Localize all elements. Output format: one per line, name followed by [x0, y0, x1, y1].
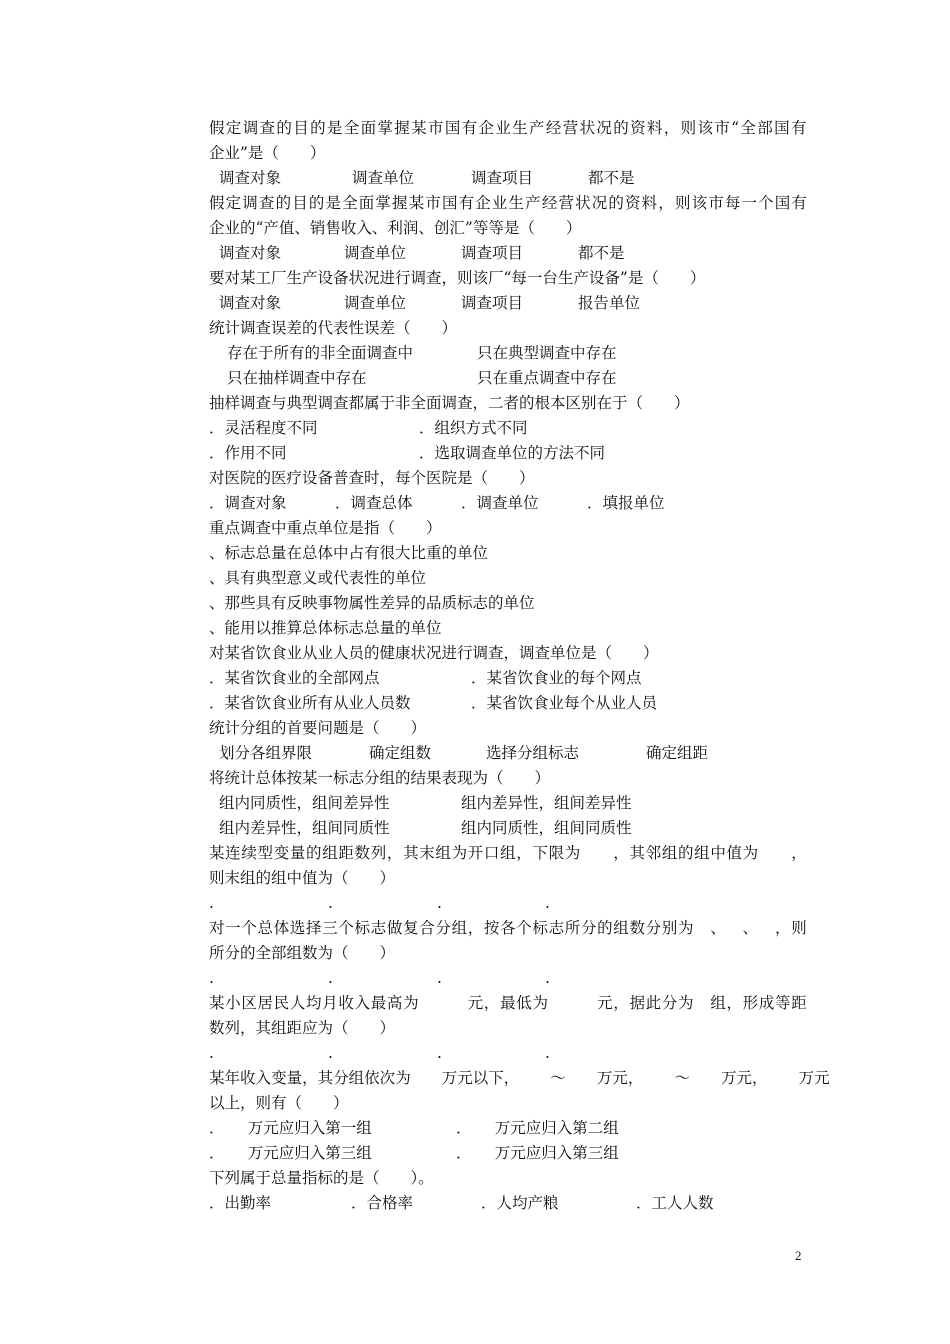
option-item: .	[437, 1044, 442, 1062]
text-line: 以上，则有（ ）	[209, 1094, 349, 1112]
text-line: 、具有典型意义或代表性的单位	[209, 569, 427, 587]
option-item: .	[328, 969, 333, 987]
option-item: .	[545, 1044, 550, 1062]
option-item: .	[209, 969, 214, 987]
option-item: ． 万元应归入第二组	[456, 1119, 619, 1137]
text-line: 统计分组的首要问题是（ ）	[209, 719, 427, 737]
option-item: 报告单位	[578, 294, 641, 312]
option-item: ． 万元应归入第一组	[209, 1119, 372, 1137]
option-item: .	[209, 1044, 214, 1062]
text-line: 对某省饮食业从业人员的健康状况进行调查，调查单位是（ ）	[209, 644, 659, 662]
option-row	[209, 491, 807, 516]
option-item: ．人均产粮	[481, 1194, 559, 1212]
option-item: ．某省饮食业的全部网点	[209, 669, 380, 687]
option-item: 调查项目	[461, 244, 524, 262]
text-line: 对 一 个 总 体 选 择 三 个 标 志 做 复 合 分 组 ， 按 各 个 标 志 所 分 的 组 数 分 别 为 、 、 ， 则	[209, 919, 807, 937]
option-item: ．某省饮食业的每个网点	[471, 669, 642, 687]
option-item: 只在抽样调查中存在	[227, 369, 367, 387]
option-item: ．调查总体	[335, 494, 413, 512]
option-item: 组内差异性，组间同质性	[219, 819, 390, 837]
option-row	[209, 741, 807, 766]
option-item: 存在于所有的非全面调查中	[227, 344, 414, 362]
option-item: ．调查对象	[209, 494, 287, 512]
text-line: 企业”是（ ）	[209, 144, 326, 162]
option-row	[209, 366, 807, 391]
option-row	[209, 791, 807, 816]
option-item: 调查对象	[219, 294, 282, 312]
option-item: 调查单位	[352, 169, 415, 187]
option-item: 调查对象	[219, 169, 282, 187]
option-item: .	[209, 894, 214, 912]
option-item: .	[437, 894, 442, 912]
option-row	[209, 966, 807, 991]
option-item: ．填报单位	[587, 494, 665, 512]
option-item: 只在典型调查中存在	[477, 344, 617, 362]
text-line: 、标志总量在总体中占有很大比重的单位	[209, 544, 489, 562]
text-line: 下列属于总量指标的是（ ）。	[209, 1169, 434, 1187]
option-item: ．作用不同	[209, 444, 287, 462]
option-item: 都不是	[588, 169, 635, 187]
option-item: 都不是	[578, 244, 625, 262]
option-row	[209, 891, 807, 916]
text-line: 某 连 续 型 变 量 的 组 距 数 列 ， 其 末 组 为 开 口 组 ， 下 限 为 ， 其 邻 组 的 组 中 值 为 ，	[209, 844, 807, 862]
document-body	[209, 116, 830, 1216]
option-row	[209, 1141, 807, 1166]
option-row	[209, 666, 807, 691]
text-line: 某 小 区 居 民 人 均 月 收 入 最 高 为 元 ， 最 低 为 元 ， 据 此 分 为 组 ， 形 成 等 距	[209, 994, 807, 1012]
option-item: ．选取调查单位的方法不同	[419, 444, 606, 462]
text-line: 假 定 调 查 的 目 的 是 全 面 掌 握 某 市 国 有 企 业 生 产 经 营 状 况 的 资 料 ， 则 该 市 “ 全 部 国 有	[209, 119, 807, 137]
option-item: ．组织方式不同	[419, 419, 528, 437]
option-item: ． 万元应归入第三组	[209, 1144, 372, 1162]
option-item: ．某省饮食业每个从业人员	[471, 694, 658, 712]
option-item: ．灵活程度不同	[209, 419, 318, 437]
option-row	[209, 816, 807, 841]
text-line: 则末组的组中值为（ ）	[209, 869, 396, 887]
option-item: ． 万元应归入第三组	[456, 1144, 619, 1162]
text-line: 将统计总体按某一标志分组的结果表现为（ ）	[209, 769, 551, 787]
text-line: 统计调查误差的代表性误差（ ）	[209, 319, 458, 337]
option-item: 组内差异性，组间差异性	[461, 794, 632, 812]
option-row	[209, 241, 807, 266]
option-item: 组内同质性，组间同质性	[461, 819, 632, 837]
text-line: 假 定 调 查 的 目 的 是 全 面 掌 握 某 市 国 有 企 业 生 产 经 营 状 况 的 资 料 ， 则 该 市 每 一 个 国 有	[209, 194, 807, 212]
option-item: 调查对象	[219, 244, 282, 262]
option-row	[209, 1041, 807, 1066]
option-item: 确定组距	[646, 744, 709, 762]
option-item: 调查项目	[461, 294, 524, 312]
option-row	[209, 416, 807, 441]
option-item: 调查项目	[471, 169, 534, 187]
option-item: 组内同质性，组间差异性	[219, 794, 390, 812]
option-item: .	[328, 894, 333, 912]
option-item: 确定组数	[369, 744, 432, 762]
text-line: 某 年 收 入 变 量 ， 其 分 组 依 次 为 万 元 以 下 ， ～ 万 元 ， ～ 万 元 ， 万 元	[209, 1069, 830, 1087]
option-item: 只在重点调查中存在	[477, 369, 617, 387]
text-line: 重点调查中重点单位是指（ ）	[209, 519, 442, 537]
option-item: .	[545, 894, 550, 912]
option-item: .	[437, 969, 442, 987]
text-line: 、那些具有反映事物属性差异的品质标志的单位	[209, 594, 535, 612]
option-row	[209, 441, 807, 466]
option-item: 划分各组界限	[219, 744, 313, 762]
option-row	[209, 291, 807, 316]
option-item: 调查单位	[344, 294, 407, 312]
text-line: 所分的全部组数为（ ）	[209, 944, 396, 962]
text-line: 要对某工厂生产设备状况进行调查，则该厂“每一台生产设备”是（ ）	[209, 269, 706, 287]
option-item: ．某省饮食业所有从业人员数	[209, 694, 411, 712]
page-number: 2	[795, 1248, 802, 1263]
text-line: 、能用以推算总体标志总量的单位	[209, 619, 442, 637]
option-item: ．工人人数	[636, 1194, 714, 1212]
option-row	[209, 691, 807, 716]
option-item: ．出勤率	[209, 1194, 272, 1212]
option-row	[209, 1116, 807, 1141]
option-item: ．调查单位	[461, 494, 539, 512]
option-item: 选择分组标志	[486, 744, 580, 762]
option-item: ．合格率	[351, 1194, 414, 1212]
option-row	[209, 1191, 807, 1216]
text-line: 数列，其组距应为（ ）	[209, 1019, 396, 1037]
text-line: 企业的“产值、销售收入、利润、创汇”等等是（ ）	[209, 219, 582, 237]
option-item: .	[545, 969, 550, 987]
text-line: 对医院的医疗设备普查时，每个医院是（ ）	[209, 469, 535, 487]
option-item: 调查单位	[344, 244, 407, 262]
option-row	[209, 166, 807, 191]
option-row	[209, 341, 807, 366]
text-line: 抽样调查与典型调查都属于非全面调查，二者的根本区别在于（ ）	[209, 394, 690, 412]
option-item: .	[328, 1044, 333, 1062]
